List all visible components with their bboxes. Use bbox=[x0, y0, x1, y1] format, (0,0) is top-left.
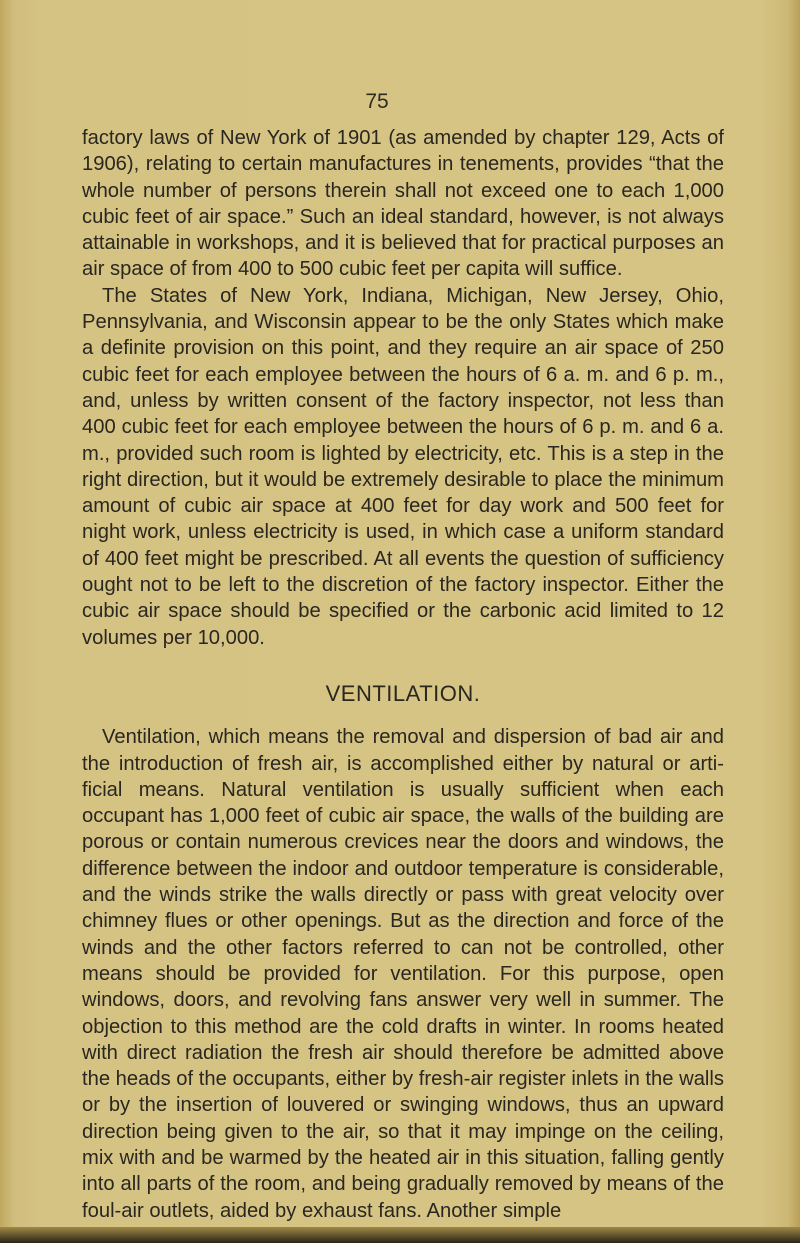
paragraph-3: Ventilation, which means the removal and dispersion of bad air and the introduction of fresh air, is accomplished either by natural or arti- ficial means. Natural ventilation is usually sufficient when each occupant has 1,000 feet of cubic air space, the walls of the building are porous or contain numerous crevices near the doors and windows, the difference between the indoor and outdoor temperature is considerable, and the winds strike the walls directly or pass with great velocity over chimney flues or other openings. But as the direction and force of the winds and the other factors referred to can not be controlled, other means should be provided for ventilation. For this purpose, open windows, doors, and revolving fans answer very well in summer. The objection to this method are the cold drafts in winter. In rooms heated with direct radiation the fresh air should therefore be admitted above the heads of the occupants, either by fresh-air register inlets in the walls or by the insertion of louvered or swinging windows, thus an upward direction being given to the air, so that it may impinge on the ceiling, mix with and be warmed by the heated air in this situation, falling gently into all parts of the room, and being gradually removed by means of the foul-air outlets, aided by exhaust fans. Another simple bbox=[82, 726, 724, 1222]
page-number: 75 bbox=[365, 90, 389, 113]
body-text bbox=[82, 125, 724, 1224]
paragraph-1: factory laws of New York of 1901 (as amended by chapter 129, Acts of 1906), relating to certain manufactures in tenements, provides “that the whole number of persons therein shall not exceed one to each 1,000 cubic feet of air space.” Such an ideal standard, however, is not always attainable in workshops, and it is believed that for practical purposes an air space of from 400 to 500 cubic feet per capita will suffice. bbox=[82, 127, 724, 281]
section-heading: VENTILATION. bbox=[325, 680, 481, 706]
paragraph-2: The States of New York, Indiana, Michigan, New Jersey, Ohio, Pennsylvania, and Wisconsin appear to be the only States which make a definite provision on this point, and they require an air space of 250 cubic feet for each employee between the hours of 6 a. m. and 6 p. m., and, unless by written consent of the factory inspector, not less than 400 cubic feet for each employee between the hours of 6 p. m. and 6 a. m., provided such room is lighted by electricity, etc. This is a step in the right direction, but it would be extremely desirable to place the minimum amount of cubic air space at 400 feet for day work and 500 feet for night work, unless electricity is used, in which case a uniform standard of 400 feet might be prescribed. At all events the question of sufficiency ought not to be left to the discretion of the factory inspector. Either the cubic air space should be specified or the carbonic acid limited to 12 volumes per 10,000. bbox=[82, 284, 724, 649]
page-bottom-edge bbox=[0, 1227, 800, 1243]
